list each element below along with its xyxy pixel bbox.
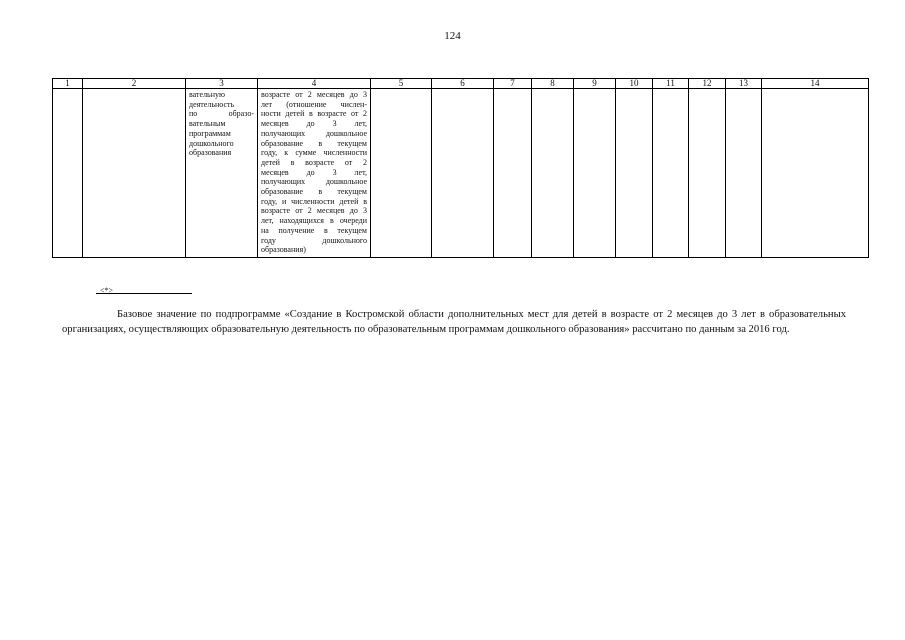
indicator-table bbox=[52, 78, 869, 258]
cell-4-line: году, и численности детей в bbox=[261, 196, 367, 206]
cell-6 bbox=[432, 89, 494, 258]
col-header-8: 8 bbox=[532, 79, 574, 89]
col-header-10: 10 bbox=[616, 79, 653, 89]
col-header-11: 11 bbox=[653, 79, 689, 89]
cell-4-line: лет (отношение числен- bbox=[261, 99, 367, 109]
col-header-2: 2 bbox=[83, 79, 186, 89]
cell-4-line: образования) bbox=[261, 245, 306, 255]
cell-11 bbox=[653, 89, 689, 258]
footnote-text: Базовое значение по подпрограмме «Создание в Костромской области дополнительных мест для детей в возрасте от 2 месяцев до 3 лет в образовательных организациях, осуществляющих образовательную деятельность по образовательным программам дошкольного образования» рассчитано по данным за 2016 год. bbox=[62, 308, 846, 335]
cell-4-line: детей в возрасте от 2 bbox=[261, 157, 367, 167]
cell-3-line: образования bbox=[189, 148, 232, 158]
cell-4-line: образование в текущем bbox=[261, 187, 367, 197]
table-row bbox=[53, 89, 869, 258]
cell-3-line: вательную bbox=[189, 90, 225, 99]
header-row bbox=[53, 79, 869, 89]
cell-9 bbox=[574, 89, 616, 258]
cell-12 bbox=[689, 89, 726, 258]
cell-4-line: месяцев до 3 лет, bbox=[261, 119, 367, 129]
col-header-5: 5 bbox=[371, 79, 432, 89]
col-header-3: 3 bbox=[186, 79, 258, 89]
cell-4-line: году дошкольного bbox=[261, 235, 367, 245]
col-header-4: 4 bbox=[258, 79, 371, 89]
cell-10 bbox=[616, 89, 653, 258]
cell-4-line: возрасте от 2 месяцев до 3 bbox=[261, 206, 367, 216]
cell-13 bbox=[726, 89, 762, 258]
cell-3-line: вательным bbox=[189, 119, 226, 129]
cell-2 bbox=[83, 89, 186, 258]
col-header-7: 7 bbox=[494, 79, 532, 89]
cell-4-line: образование в текущем bbox=[261, 138, 367, 148]
cell-4-line: получающих дошкольное bbox=[261, 128, 367, 138]
cell-4 bbox=[258, 89, 371, 258]
cell-4-line: месяцев до 3 лет, bbox=[261, 167, 367, 177]
cell-3-line: программам bbox=[189, 128, 231, 138]
col-header-13: 13 bbox=[726, 79, 762, 89]
col-header-9: 9 bbox=[574, 79, 616, 89]
col-header-12: 12 bbox=[689, 79, 726, 89]
footnote-mark: <*> bbox=[100, 286, 114, 295]
cell-7 bbox=[494, 89, 532, 258]
cell-4-text bbox=[258, 89, 370, 255]
cell-3-line: деятельность bbox=[189, 99, 235, 109]
cell-1 bbox=[53, 89, 83, 258]
cell-3 bbox=[186, 89, 258, 258]
cell-4-line: получающих дошкольное bbox=[261, 177, 367, 187]
cell-14 bbox=[762, 89, 869, 258]
cell-5 bbox=[371, 89, 432, 258]
cell-4-line: на получение в текущем bbox=[261, 225, 367, 235]
cell-3-line: по образо- bbox=[189, 109, 254, 119]
cell-4-line: возрасте от 2 месяцев до 3 bbox=[261, 90, 367, 99]
cell-8 bbox=[532, 89, 574, 258]
col-header-1: 1 bbox=[53, 79, 83, 89]
col-header-6: 6 bbox=[432, 79, 494, 89]
cell-3-text bbox=[186, 89, 257, 158]
cell-4-line: году, к сумме численности bbox=[261, 148, 367, 158]
cell-3-line: дошкольного bbox=[189, 138, 234, 148]
footnote-divider bbox=[96, 293, 192, 294]
col-header-14: 14 bbox=[762, 79, 869, 89]
cell-4-line: ности детей в возрасте от 2 bbox=[261, 109, 367, 119]
page-number: 124 bbox=[444, 30, 461, 42]
cell-4-line: лет, находящихся в очереди bbox=[261, 216, 367, 226]
